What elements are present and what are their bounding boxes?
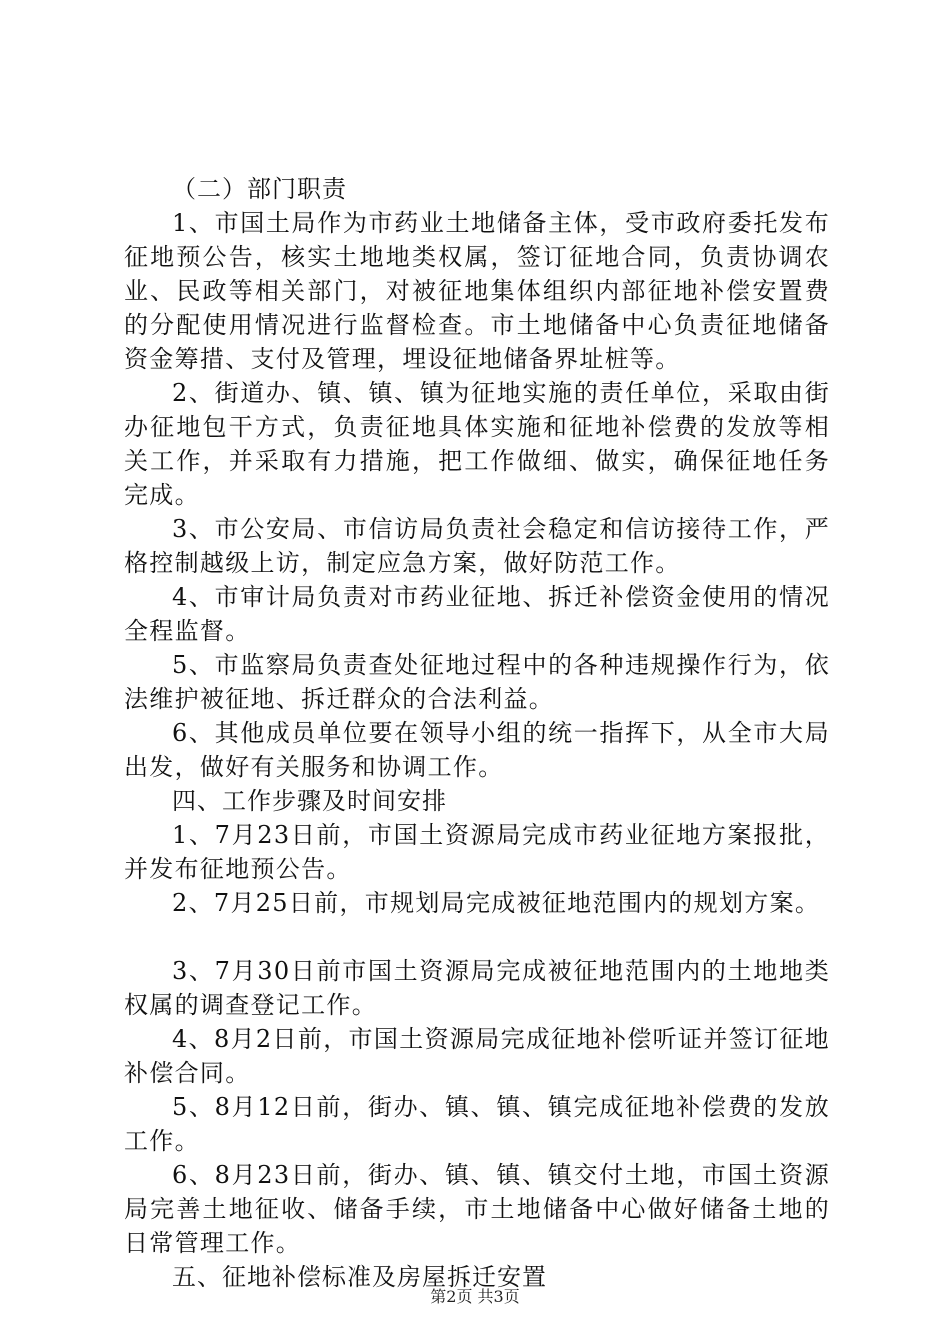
section-title-work-steps: 四、工作步骤及时间安排	[172, 787, 447, 815]
page-number-footer: 第2页 共3页	[430, 1287, 520, 1306]
section-title-department-duties: （二）部门职责	[172, 175, 347, 203]
duty-paragraph-3: 3、市公安局、市信访局负责社会稳定和信访接待工作，严格控制越级上访，制定应急方案，做好防范工作。	[124, 515, 830, 577]
step-paragraph-5: 5、8月12日前，街办、镇、镇、镇完成征地补偿费的发放工作。	[124, 1093, 830, 1155]
duty-paragraph-6: 6、其他成员单位要在领导小组的统一指挥下，从全市大局出发，做好有关服务和协调工作。	[124, 719, 830, 781]
duty-paragraph-4: 4、市审计局负责对市药业征地、拆迁补偿资金使用的情况全程监督。	[124, 583, 830, 645]
step-paragraph-1: 1、7月23日前，市国土资源局完成市药业征地方案报批，并发布征地预公告。	[124, 821, 830, 883]
document-body	[124, 172, 830, 1294]
step-paragraph-6: 6、8月23日前，街办、镇、镇、镇交付土地，市国土资源局完善土地征收、储备手续，市土地储备中心做好储备土地的日常管理工作。	[124, 1161, 830, 1257]
duty-paragraph-1: 1、市国土局作为市药业土地储备主体，受市政府委托发布征地预公告，核实土地地类权属，签订征地合同，负责协调农业、民政等相关部门，对被征地集体组织内部征地补偿安置费的分配使用情况进行监督检查。市土地储备中心负责征地储备资金筹措、支付及管理，埋设征地储备界址桩等。	[124, 209, 830, 373]
section-title-compensation: 五、征地补偿标准及房屋拆迁安置	[172, 1263, 547, 1291]
duty-paragraph-2: 2、街道办、镇、镇、镇为征地实施的责任单位，采取由街办征地包干方式，负责征地具体实施和征地补偿费的发放等相关工作，并采取有力措施，把工作做细、做实，确保征地任务完成。	[124, 379, 830, 509]
step-paragraph-3: 3、7月30日前市国土资源局完成被征地范围内的土地地类权属的调查登记工作。	[124, 957, 830, 1019]
duty-paragraph-5: 5、市监察局负责查处征地过程中的各种违规操作行为，依法维护被征地、拆迁群众的合法利益。	[124, 651, 830, 713]
step-paragraph-2: 2、7月25日前，市规划局完成被征地范围内的规划方案。	[172, 889, 821, 917]
step-paragraph-4: 4、8月2日前，市国土资源局完成征地补偿听证并签订征地补偿合同。	[124, 1025, 830, 1087]
paragraph-gap	[124, 920, 830, 954]
